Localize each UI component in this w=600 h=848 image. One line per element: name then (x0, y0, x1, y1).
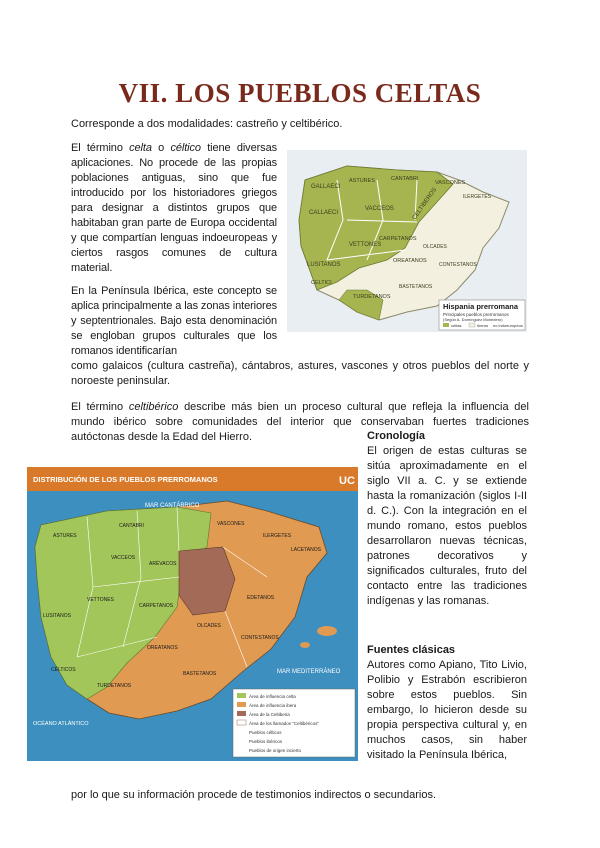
map1-label: GALLAECI (311, 184, 341, 190)
legend-swatch (237, 720, 246, 725)
legend-swatch (237, 702, 246, 707)
sea-label: MAR MEDITERRÁNEO (277, 669, 341, 675)
map1-label: VACCEOS (365, 206, 394, 212)
map2-label: LACETANOS (291, 547, 321, 553)
map2-title: DISTRIBUCIÓN DE LOS PUEBLOS PRERROMANOS (33, 475, 218, 484)
emphasis: céltico (170, 142, 201, 154)
text-run: El término (71, 401, 129, 413)
map1-label: CONTESTANOS (439, 262, 477, 268)
map1-label: ASTURES (349, 178, 375, 184)
map2-label: VACCEOS (111, 555, 136, 561)
map2-label: EDETANOS (247, 595, 275, 601)
map1-legend-label: íberos (477, 323, 489, 328)
map2-legend-label: Pueblos de origen incierto (249, 748, 302, 753)
map1-label: ILERGETES (463, 194, 492, 200)
map2-label: CARPETANOS (139, 603, 174, 609)
uc-logo: UC (339, 475, 355, 487)
cronologia-heading: Cronología (367, 430, 426, 442)
map1-label: CANTABRI (391, 176, 419, 182)
fuentes-body: Autores como Apiano, Tito Livio, Polibio y Estrabón escribieron sobre estos pueblos. Sin embargo, lo hicieron desde su propia perspectiva cultural y, en muchos casos, sin haber visitado la Península Ibérica, (367, 659, 527, 761)
map1-label: VASCONES (435, 180, 466, 186)
map-distribucion-pueblos (27, 467, 358, 761)
sea-label: MAR CANTÁBRICO (145, 503, 200, 509)
map2-label: ILERGETES (263, 533, 292, 539)
map2-legend-label: Área de influencia celta (249, 694, 296, 699)
map2-label: CÉLTICOS (51, 667, 76, 673)
text-run: como galaicos (cultura castreña), cántabros, astures, vascones y otros pueblos del norte y noroeste peninsular. (71, 360, 529, 387)
map2-label: OREATANOS (147, 645, 178, 651)
emphasis: celta (129, 142, 152, 154)
map1-label: CELTIBEROS (411, 186, 439, 222)
map2-label: VETTONES (87, 597, 114, 603)
closing-line: por lo que su información procede de testimonios indirectos o secundarios. (71, 789, 437, 801)
map1-legend-label: no indoeuropeos (493, 323, 523, 328)
text-run: o (151, 142, 171, 154)
map1-label: OLCADES (423, 244, 447, 250)
paragraph-celta (71, 141, 277, 276)
map2-label: BASTETANOS (183, 671, 217, 677)
map1-label: CALLAECI (309, 210, 339, 216)
map2-legend-label: Área de los llamados "Celtibéricos" (249, 721, 319, 726)
section-fuentes (367, 643, 527, 763)
legend-swatch (443, 323, 449, 327)
map2-label: CONTESTANOS (241, 635, 279, 641)
map1-label: BASTETANOS (399, 284, 433, 290)
map2-legend-label: Área de influencia ibera (249, 703, 297, 708)
cronologia-body: El origen de estas culturas se sitúa aproximadamente en el siglo VII a. C. y se extiende hasta la romanización (siglos I-II d. C.). Con la integración en el mundo romano, estos pueblos desarrollaron nuevas técnicas, patrones decorativos y significados culturales, fruto del contacto entre las tradiciones indígenas y las romanas. (367, 445, 527, 607)
map2-legend-label: Pueblos ibéricos (249, 739, 283, 744)
text-run: tiene diversas aplicaciones. No procede de las propias poblaciones antiguas, sino que fue introducido por los historiadores griegos para designar a distintos grupos que habitaban gran parte de Europa occidental y que compartían lenguas indoeuropeas y ciertos rasgos comunes de cultura material. (71, 142, 277, 274)
text-run: En la Península Ibérica, este concepto se aplica principalmente a las zonas interiores y septentrionales. Bajo esta denominación se engloban grupos culturales que los romanos identificarían (71, 285, 277, 357)
map1-label: LUSITANOS (307, 262, 341, 268)
sea-label: OCÉANO ATLÁNTICO (33, 721, 89, 727)
map-distribucion-svg (27, 467, 358, 761)
map2-label: ASTURES (53, 533, 77, 539)
map2-label: LUSITANOS (43, 613, 71, 619)
paragraph-peninsula-bottom (71, 359, 529, 389)
legend-swatch (237, 693, 246, 698)
map2-label: OLCADES (197, 623, 221, 629)
legend-swatch (469, 323, 475, 327)
page-title: VII. LOS PUEBLOS CELTAS (118, 78, 482, 108)
map1-label: TURDETANOS (353, 294, 391, 300)
section-cronologia (367, 429, 527, 609)
fuentes-heading: Fuentes clásicas (367, 644, 456, 656)
closing-text (71, 788, 529, 803)
map-hispania-prerromana (287, 150, 527, 332)
map2-label: VASCONES (217, 521, 245, 527)
map1-title: Hispania prerromana (443, 302, 519, 311)
text-run: describe más bien un proceso cultural que refleja la influencia del mundo ibérico sobre comunidades del interior que conservaban fuertes tradiciones autóctonas desde la Edad del Hierro. (71, 401, 529, 443)
paragraph-peninsula-top (71, 284, 277, 359)
map-hispania-svg (287, 150, 527, 332)
map2-label: TURDETANOS (97, 683, 132, 689)
legend-swatch (237, 711, 246, 716)
map2-label: ARÉVACOS (149, 561, 177, 567)
emphasis: celtibérico (128, 401, 179, 413)
map1-label: CELTICI (311, 280, 332, 286)
text-run: El término (71, 142, 130, 154)
map2-legend-label: Área de la Celtiberia (249, 712, 290, 717)
intro-text (71, 117, 531, 132)
intro-line: Corresponde a dos modalidades: castreño y celtibérico. (71, 118, 343, 130)
map1-subtitle: Principales pueblos prerromanos (443, 312, 509, 317)
map2-legend-label: Pueblos célticos (249, 730, 282, 735)
map1-label: VETTONES (349, 242, 382, 248)
map1-label: OREATANOS (393, 258, 427, 264)
map1-label: CARPETANOS (379, 236, 417, 242)
map1-legend-label: celtas (451, 323, 462, 328)
map1-credit: (Según A. Domínguez Monedero) (443, 317, 503, 322)
map2-label: CANTABRI (119, 523, 144, 529)
